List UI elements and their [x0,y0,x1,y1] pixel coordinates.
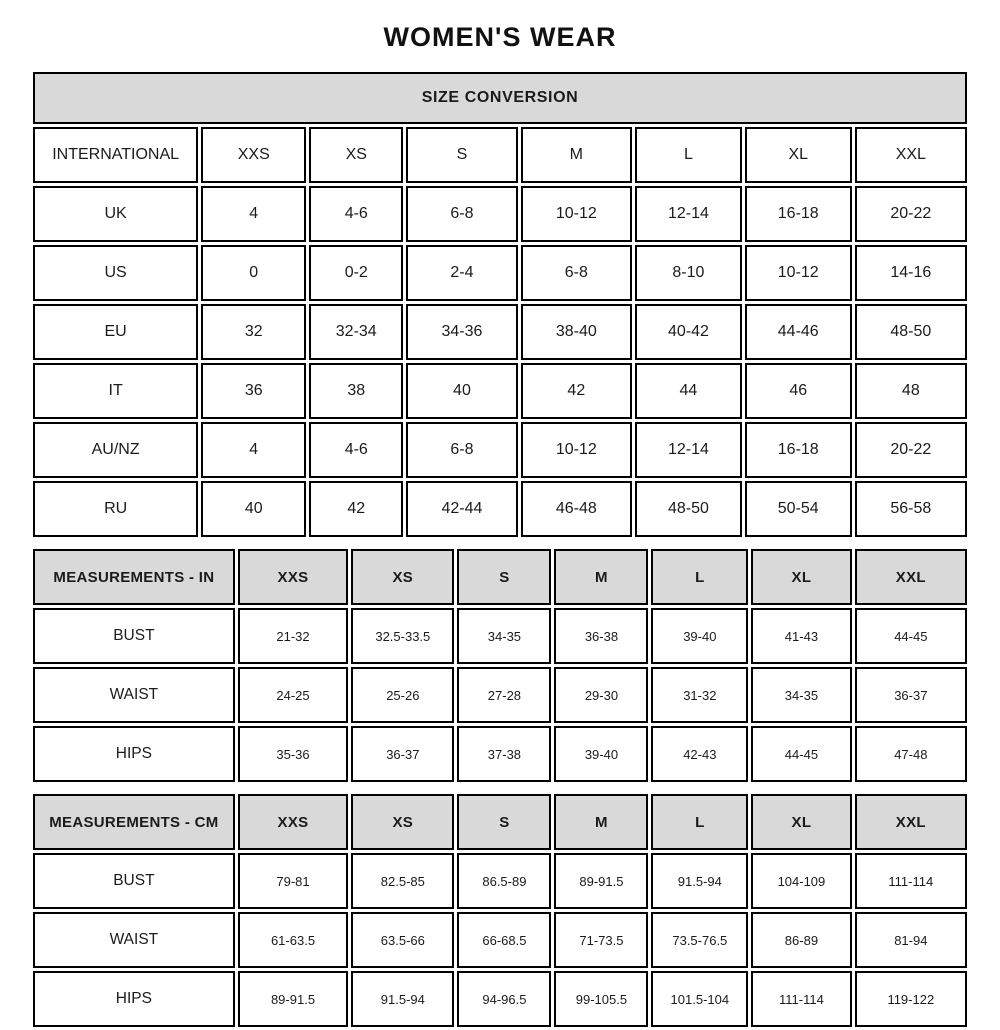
cell: 31-32 [651,667,748,723]
row-label: BUST [33,853,235,909]
cell: 111-114 [751,971,851,1027]
row-label: UK [33,186,198,242]
column-header-xxs: XXS [238,794,348,850]
cell: 21-32 [238,608,348,664]
cell: 63.5-66 [351,912,454,968]
cell: 32-34 [309,304,403,360]
cell: 42-44 [406,481,517,537]
column-header-xxl: XXL [855,794,967,850]
column-header-s: S [457,794,551,850]
cell: 4 [201,422,306,478]
cell: 36-38 [554,608,648,664]
row-label: WAIST [33,912,235,968]
column-header-row [33,127,967,183]
cell: 36-37 [351,726,454,782]
cell: 89-91.5 [554,853,648,909]
cell: 39-40 [651,608,748,664]
table-row-us [33,245,967,301]
cell: 111-114 [855,853,967,909]
cell: 42 [309,481,403,537]
column-header-xs: XS [309,127,403,183]
column-header-xxl: XXL [855,549,967,605]
measurements-in-table [30,546,970,785]
cell: 0 [201,245,306,301]
cell: 41-43 [751,608,851,664]
column-header-m: M [554,549,648,605]
cell: 82.5-85 [351,853,454,909]
column-header-xl: XL [745,127,852,183]
measurements-in-header: MEASUREMENTS - IN [33,549,235,605]
cell: 36 [201,363,306,419]
cell: 46-48 [521,481,632,537]
column-header-xs: XS [351,794,454,850]
table-header-row [33,72,967,124]
table-row-waist [33,667,967,723]
cell: 20-22 [855,422,967,478]
cell: 40 [201,481,306,537]
cell: 4 [201,186,306,242]
column-header-m: M [521,127,632,183]
cell: 44-46 [745,304,852,360]
cell: 27-28 [457,667,551,723]
column-header-l: L [651,794,748,850]
table-row-hips [33,726,967,782]
page-title: WOMEN'S WEAR [383,22,617,52]
cell: 61-63.5 [238,912,348,968]
cell: 38 [309,363,403,419]
cell: 24-25 [238,667,348,723]
cell: 71-73.5 [554,912,648,968]
cell: 91.5-94 [651,853,748,909]
cell: 48-50 [855,304,967,360]
cell: 119-122 [855,971,967,1027]
cell: 50-54 [745,481,852,537]
cell: 48 [855,363,967,419]
cell: 0-2 [309,245,403,301]
column-header-international: INTERNATIONAL [33,127,198,183]
cell: 6-8 [406,186,517,242]
cell: 42 [521,363,632,419]
cell: 35-36 [238,726,348,782]
table-row-ru [33,481,967,537]
row-label: BUST [33,608,235,664]
column-header-l: L [635,127,742,183]
cell: 34-35 [751,667,851,723]
row-label: HIPS [33,971,235,1027]
table-row-uk [33,186,967,242]
size-conversion-header: SIZE CONVERSION [33,72,967,124]
cell: 12-14 [635,186,742,242]
cell: 44-45 [751,726,851,782]
cell: 6-8 [521,245,632,301]
row-label: US [33,245,198,301]
cell: 2-4 [406,245,517,301]
cell: 73.5-76.5 [651,912,748,968]
cell: 66-68.5 [457,912,551,968]
column-header-m: M [554,794,648,850]
cell: 94-96.5 [457,971,551,1027]
row-label: WAIST [33,667,235,723]
column-header-xl: XL [751,794,851,850]
table-row-hips [33,971,967,1027]
cell: 38-40 [521,304,632,360]
measurements-cm-table [30,791,970,1030]
cell: 14-16 [855,245,967,301]
table-row-bust [33,853,967,909]
cell: 47-48 [855,726,967,782]
cell: 29-30 [554,667,648,723]
cell: 25-26 [351,667,454,723]
cell: 34-35 [457,608,551,664]
column-header-xl: XL [751,549,851,605]
column-header-xxs: XXS [201,127,306,183]
cell: 34-36 [406,304,517,360]
cell: 42-43 [651,726,748,782]
cell: 86.5-89 [457,853,551,909]
column-header-s: S [406,127,517,183]
cell: 32.5-33.5 [351,608,454,664]
cell: 104-109 [751,853,851,909]
column-header-row [33,794,967,850]
cell: 4-6 [309,186,403,242]
column-header-xxs: XXS [238,549,348,605]
cell: 99-105.5 [554,971,648,1027]
table-row-bust [33,608,967,664]
table-row-it [33,363,967,419]
cell: 16-18 [745,422,852,478]
row-label: IT [33,363,198,419]
column-header-xs: XS [351,549,454,605]
cell: 44-45 [855,608,967,664]
table-row-waist [33,912,967,968]
column-header-xxl: XXL [855,127,967,183]
cell: 79-81 [238,853,348,909]
cell: 89-91.5 [238,971,348,1027]
cell: 44 [635,363,742,419]
measurements-cm-header: MEASUREMENTS - CM [33,794,235,850]
cell: 20-22 [855,186,967,242]
table-row-eu [33,304,967,360]
row-label: RU [33,481,198,537]
cell: 56-58 [855,481,967,537]
cell: 8-10 [635,245,742,301]
cell: 40 [406,363,517,419]
cell: 37-38 [457,726,551,782]
cell: 4-6 [309,422,403,478]
cell: 101.5-104 [651,971,748,1027]
row-label: HIPS [33,726,235,782]
column-header-l: L [651,549,748,605]
cell: 48-50 [635,481,742,537]
cell: 36-37 [855,667,967,723]
table-row-aunz [33,422,967,478]
cell: 10-12 [745,245,852,301]
cell: 46 [745,363,852,419]
cell: 12-14 [635,422,742,478]
cell: 10-12 [521,186,632,242]
row-label: AU/NZ [33,422,198,478]
cell: 6-8 [406,422,517,478]
column-header-s: S [457,549,551,605]
row-label: EU [33,304,198,360]
size-conversion-table [30,69,970,540]
cell: 81-94 [855,912,967,968]
cell: 86-89 [751,912,851,968]
cell: 10-12 [521,422,632,478]
cell: 39-40 [554,726,648,782]
column-header-row [33,549,967,605]
cell: 91.5-94 [351,971,454,1027]
cell: 16-18 [745,186,852,242]
cell: 32 [201,304,306,360]
cell: 40-42 [635,304,742,360]
